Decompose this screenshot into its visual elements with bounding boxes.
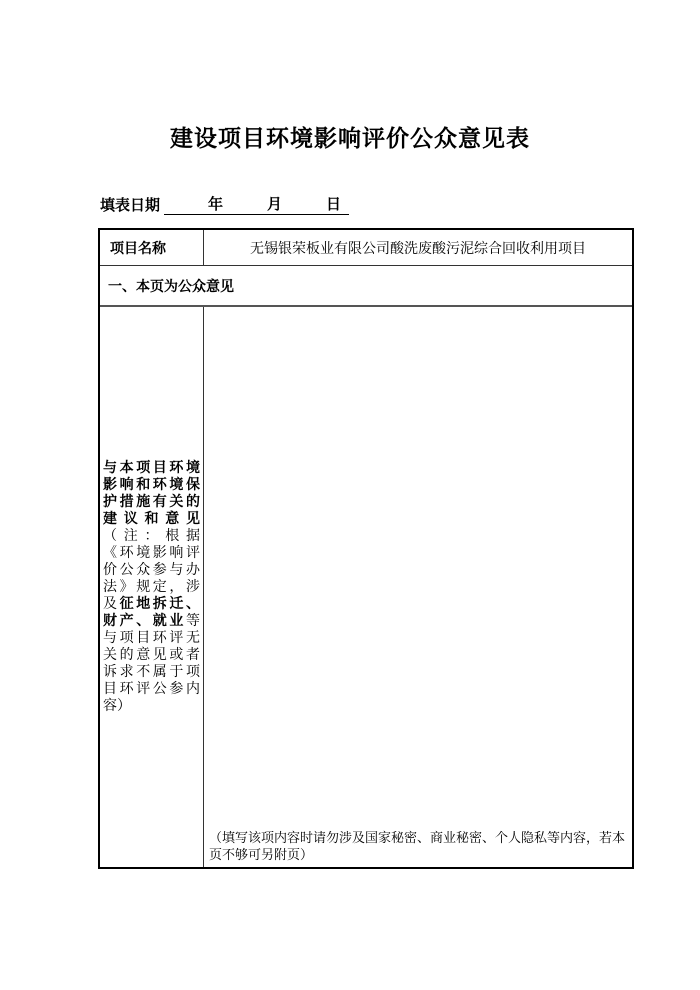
opinion-label-bold-2: 征地拆迁、财产、就业 xyxy=(103,595,201,629)
day-blank-field[interactable] xyxy=(282,213,326,214)
project-name-value: 无锡银荣板业有限公司酸洗废酸污泥综合回收利用项目 xyxy=(250,240,586,257)
opinion-label-text xyxy=(103,460,200,715)
month-char: 月 xyxy=(267,195,283,213)
date-line xyxy=(100,194,349,215)
project-name-row xyxy=(100,230,632,266)
opinion-input-cell xyxy=(204,307,632,867)
opinion-label-bold-1: 与本项目环境影响和环境保护措施有关的建议和意见 xyxy=(103,459,200,527)
month-blank-field[interactable] xyxy=(223,213,267,214)
opinion-row xyxy=(100,307,632,867)
project-name-label: 项目名称 xyxy=(100,230,204,265)
opinion-label-cell xyxy=(100,307,204,867)
date-fill-field[interactable] xyxy=(164,194,349,215)
opinion-write-area[interactable] xyxy=(204,307,632,830)
day-char: 日 xyxy=(326,195,342,213)
opinion-label-regular-1: （注：根据《环境影响评价公众参与办法》规定，涉及 xyxy=(103,527,200,612)
year-blank-field[interactable] xyxy=(164,213,208,214)
page-title: 建设项目环境影响评价公众意见表 xyxy=(170,125,530,152)
opinion-label-regular-2: 等与项目环评无关的意见或者诉求不属于项目环评公参内容） xyxy=(103,612,200,714)
year-char: 年 xyxy=(208,195,224,213)
section-header: 一、本页为公众意见 xyxy=(100,266,632,307)
opinion-form-table xyxy=(98,228,634,869)
opinion-note: （填写该项内容时请勿涉及国家秘密、商业秘密、个人隐私等内容，若本页不够可另附页） xyxy=(209,831,626,863)
date-label: 填表日期 xyxy=(100,196,161,214)
